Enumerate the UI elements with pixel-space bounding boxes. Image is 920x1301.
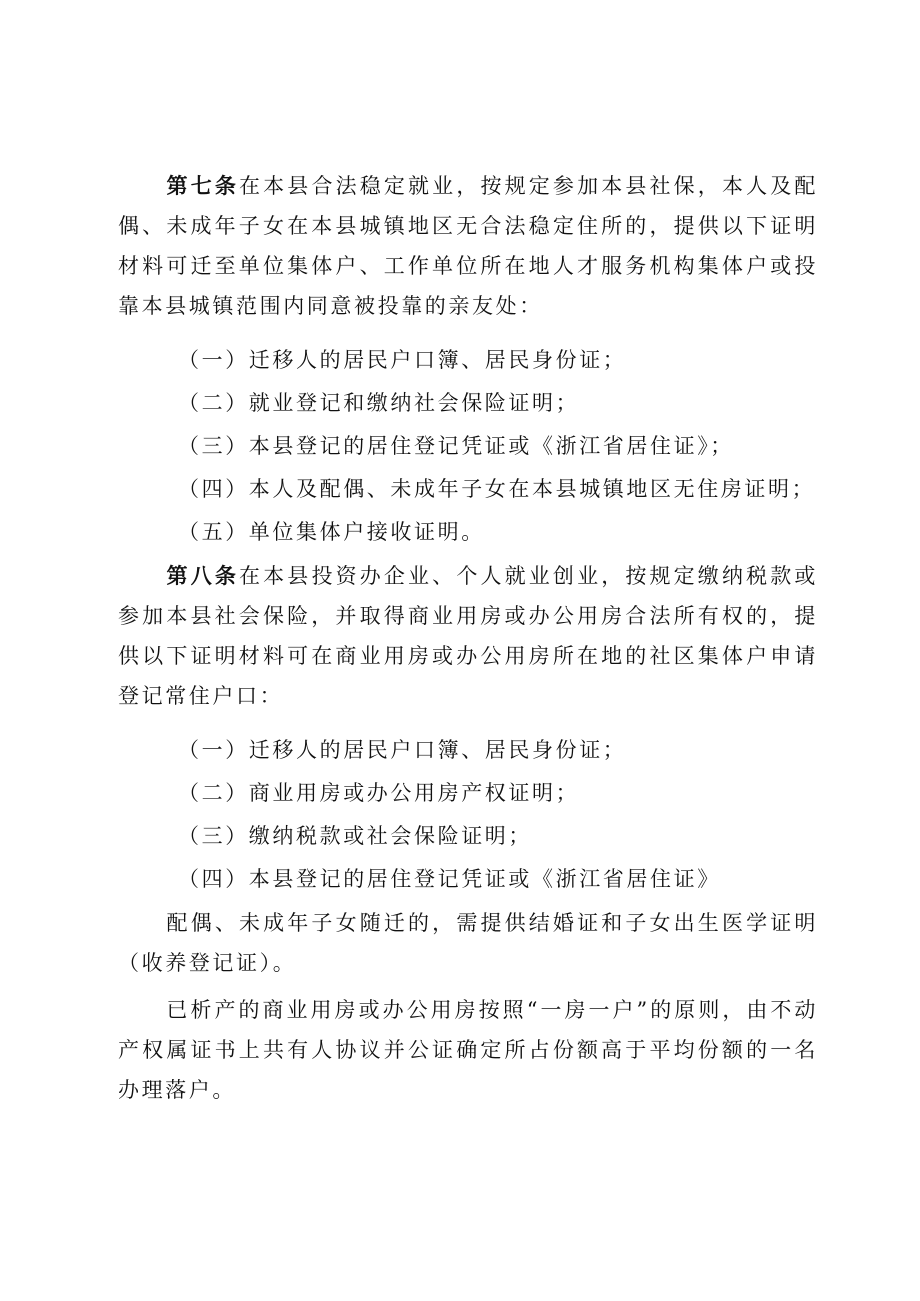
article-8-item-3: （三）缴纳税款或社会保险证明； (178, 824, 532, 848)
article-7-paragraph (118, 166, 818, 326)
article-7-item-5: （五）单位集体户接收证明。 (178, 520, 485, 544)
article-8-heading: 第八条 (166, 564, 239, 588)
article-7-item-3: （三）本县登记的居住登记凭证或《浙江省居住证》； (178, 434, 734, 458)
article-8-note-partitioned-property (118, 990, 818, 1110)
article-8-item-4: （四）本县登记的居住登记凭证或《浙江省居住证》 (178, 867, 721, 891)
article-7-body: 在本县合法稳定就业，按规定参加本县社保，本人及配偶、未成年子女在本县城镇地区无合法稳定住所的，提供以下证明材料可迁至单位集体户、工作单位所在地人才服务机构集体户或投靠本县城镇范围内同意被投靠的亲友处： (118, 174, 818, 318)
note-2-text: 已析产的商业用房或办公用房按照“一房一户”的原则，由不动产权属证书上共有人协议并公证确定所占份额高于平均份额的一名办理落户。 (118, 998, 818, 1102)
note-1-text: 配偶、未成年子女随迁的，需提供结婚证和子女出生医学证明（收养登记证）。 (118, 911, 818, 975)
article-7-heading: 第七条 (166, 174, 239, 198)
article-7-item-1: （一）迁移人的居民户口簿、居民身份证； (178, 348, 627, 372)
article-7-item-4: （四）本人及配偶、未成年子女在本县城镇地区无住房证明； (178, 477, 816, 501)
article-7-item-2: （二）就业登记和缴纳社会保险证明； (178, 391, 580, 415)
article-8-item-1: （一）迁移人的居民户口簿、居民身份证； (178, 738, 627, 762)
article-8-item-2: （二）商业用房或办公用房产权证明； (178, 781, 580, 805)
article-8-paragraph (118, 556, 818, 716)
article-8-body: 在本县投资办企业、个人就业创业，按规定缴纳税款或参加本县社会保险，并取得商业用房或办公用房合法所有权的，提供以下证明材料可在商业用房或办公用房所在地的社区集体户申请登记常住户口： (118, 564, 818, 708)
article-8-note-spouse-children (118, 903, 818, 983)
